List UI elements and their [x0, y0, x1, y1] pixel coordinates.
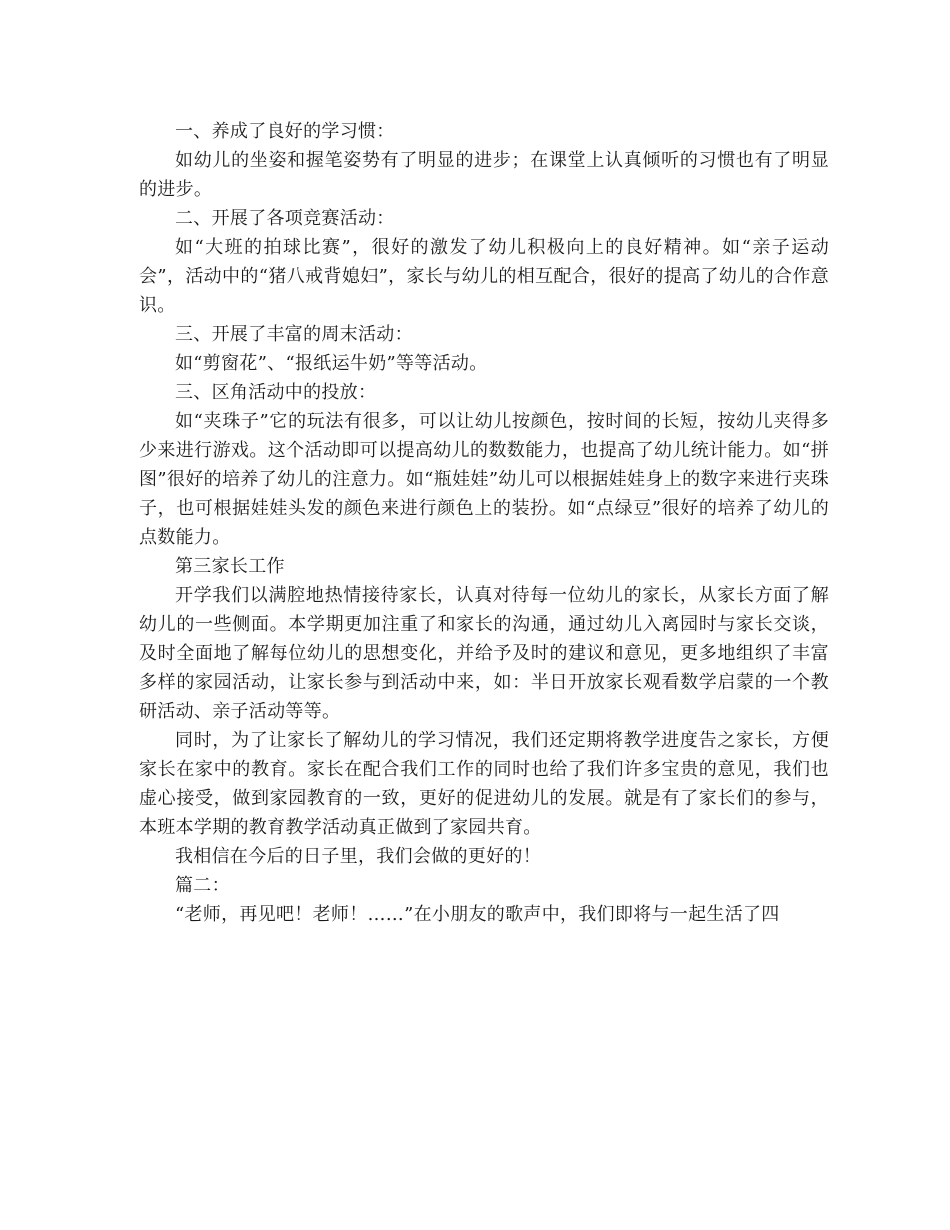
- heading-parent-work: 第三家长工作: [175, 556, 285, 577]
- document-body: [139, 117, 829, 929]
- heading-competitions: 二、开展了各项竞赛活动：: [175, 208, 395, 229]
- paragraph-parent-work-1: 开学我们以满腔地热情接待家长，认真对待每一位幼儿的家长，从家长方面了解幼儿的一些侧面。本学期更加注重了和家长的沟通，通过幼儿入离园时与家长交谈，及时全面地了解每位幼儿的思想变化，并给予及时的建议和意见，更多地组织了丰富多样的家园活动，让家长参与到活动中来，如：半日开放家长观看数学启蒙的一个教研活动、亲子活动等等。: [139, 585, 829, 722]
- paragraph-weekend-activities: 如“剪窗花”、“报纸运牛奶”等等活动。: [175, 353, 488, 374]
- paragraph-study-habits: 如幼儿的坐姿和握笔姿势有了明显的进步；在课堂上认真倾听的习惯也有了明显的进步。: [139, 150, 829, 200]
- paragraph-part-two-opening: “老师，再见吧！老师！……”在小朋友的歌声中，我们即将与一起生活了四: [175, 904, 780, 925]
- paragraph-competitions: 如“大班的拍球比赛”，很好的激发了幼儿积极向上的良好精神。如“亲子运动会”，活动中的“猪八戒背媳妇”，家长与幼儿的相互配合，很好的提高了幼儿的合作意识。: [139, 237, 829, 316]
- heading-part-two: 篇二：: [175, 875, 230, 896]
- heading-weekend-activities: 三、开展了丰富的周末活动：: [175, 324, 413, 345]
- paragraph-closing: 我相信在今后的日子里，我们会做的更好的！: [175, 846, 541, 867]
- paragraph-corner-activities: 如“夹珠子”它的玩法有很多，可以让幼儿按颜色，按时间的长短，按幼儿夹得多少来进行游戏。这个活动即可以提高幼儿的数数能力，也提高了幼儿统计能力。如“拼图”很好的培养了幼儿的注意力。如“瓶娃娃”幼儿可以根据娃娃身上的数字来进行夹珠子，也可根据娃娃头发的颜色来进行颜色上的装扮。如“点绿豆”很好的培养了幼儿的点数能力。: [139, 411, 829, 548]
- paragraph-parent-work-2: 同时，为了让家长了解幼儿的学习情况，我们还定期将教学进度告之家长，方便家长在家中的教育。家长在配合我们工作的同时也给了我们许多宝贵的意见，我们也虚心接受，做到家园教育的一致，更好的促进幼儿的发展。就是有了家长们的参与，本班本学期的教育教学活动真正做到了家园共育。: [139, 730, 829, 838]
- heading-corner-activities: 三、区角活动中的投放：: [175, 382, 377, 403]
- heading-study-habits: 一、养成了良好的学习惯：: [175, 121, 395, 142]
